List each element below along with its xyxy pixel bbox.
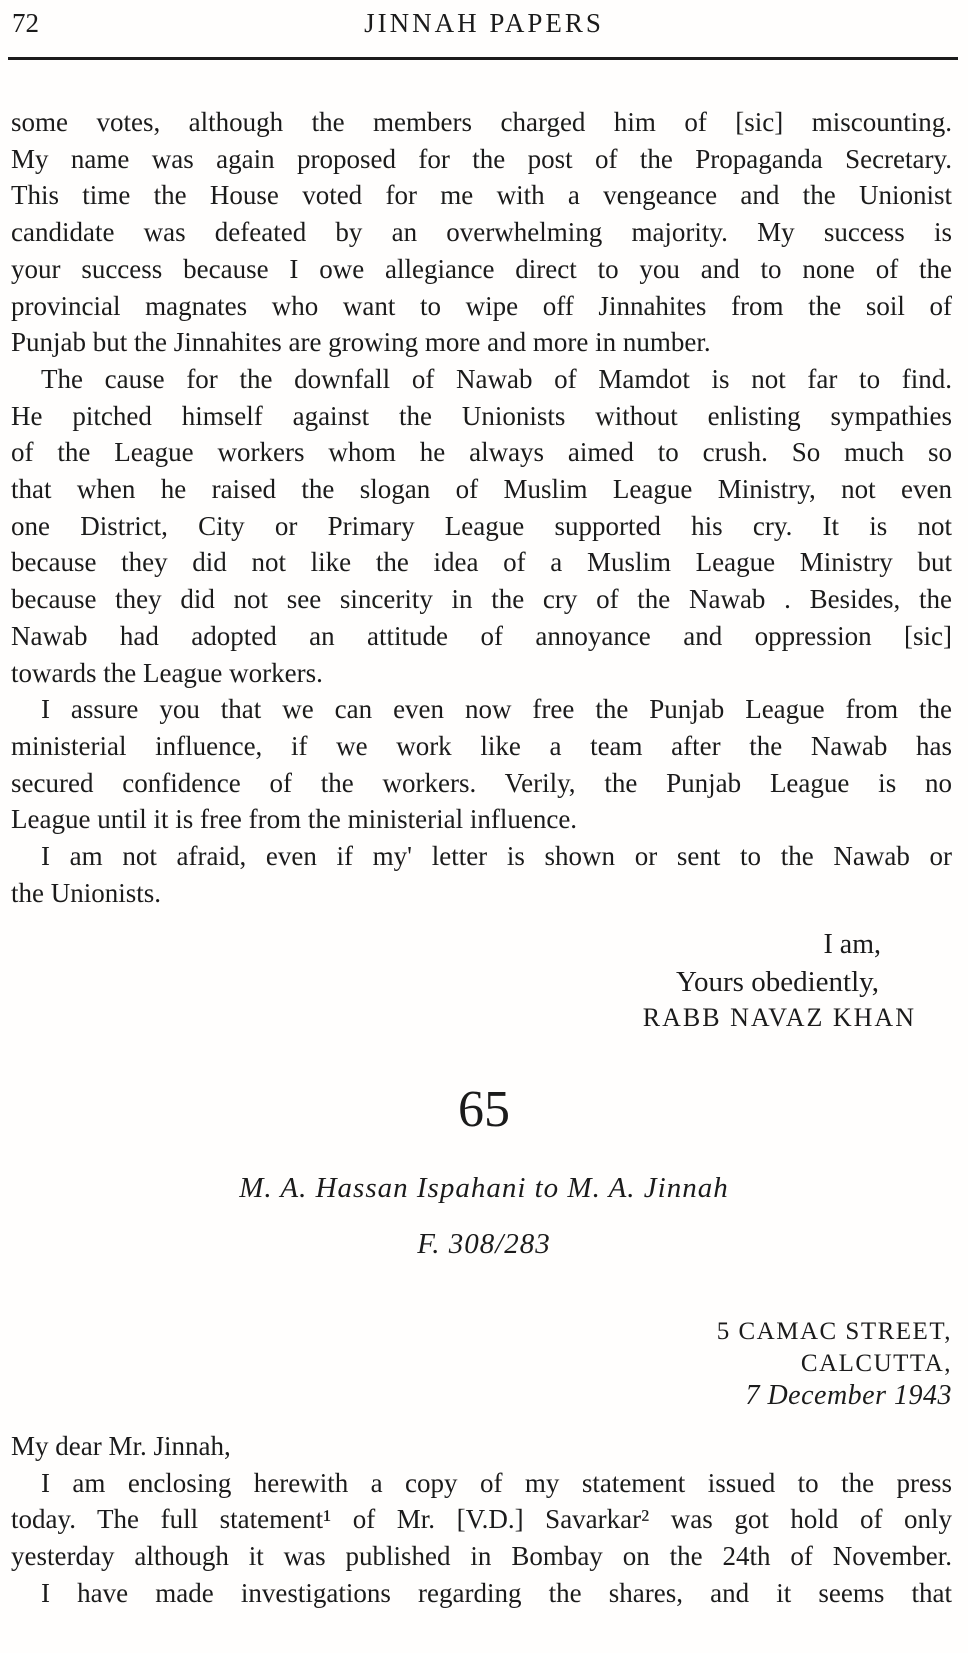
sender-address-block [11, 1316, 952, 1412]
text-line: This time the House voted for me with a vengeance and the Unionist [11, 180, 952, 211]
text-line: because they did not like the idea of a Muslim League Ministry but [11, 547, 952, 578]
text-line: today. The full statement¹ of Mr. [V.D.] Savarkar² was got hold of only [11, 1504, 952, 1535]
document-heading: M. A. Hassan Ispahani to M. A. Jinnah [239, 1172, 729, 1204]
letter-paragraphs [11, 1465, 952, 1612]
text-line: candidate was defeated by an overwhelming majority. My success is [11, 217, 952, 248]
text-line: of the League workers whom he always aimed to crush. So much so [11, 437, 952, 468]
text-line: He pitched himself against the Unionists without enlisting sympathies [11, 400, 952, 431]
letter-body-ispahani [11, 1428, 952, 1612]
text-line: The cause for the downfall of Nawab of Mamdot is not far to find. [41, 363, 952, 394]
address-city: CALCUTTA, [800, 1350, 952, 1377]
text-line: secured confidence of the workers. Verily, the Punjab League is no [11, 767, 952, 798]
running-header [0, 6, 968, 40]
text-line: that when he raised the slogan of Muslim League Ministry, not even [11, 474, 952, 505]
text-line: My name was again proposed for the post of the Propaganda Secretary. [11, 143, 952, 174]
document-number: 65 [458, 1081, 510, 1138]
text-line: Punjab but the Jinnahites are growing more and more in number. [11, 327, 711, 358]
letter-body-rabb-navaz-khan [11, 104, 952, 911]
document-file-reference: F. 308/283 [417, 1228, 551, 1260]
text-line: one District, City or Primary League supported his cry. It is not [11, 510, 952, 541]
page-number: 72 [12, 8, 39, 38]
salutation: My dear Mr. Jinnah, [11, 1431, 231, 1461]
letter-closing [11, 927, 952, 1037]
header-rule [8, 57, 958, 60]
running-title: JINNAH PAPERS [364, 8, 604, 38]
text-line: ministerial influence, if we work like a team after the Nawab has [11, 730, 952, 761]
text-line: I am enclosing herewith a copy of my statement issued to the press [41, 1467, 952, 1498]
text-line: I am not afraid, even if my' letter is shown or sent to the Nawab or [41, 841, 952, 872]
closing-valediction: Yours obediently, [675, 965, 879, 998]
text-line: League until it is free from the ministerial influence. [11, 804, 578, 835]
letter-date: 7 December 1943 [745, 1380, 952, 1411]
signature-name: RABB NAVAZ KHAN [642, 1003, 916, 1033]
text-line: the Unionists. [11, 877, 162, 908]
text-line: towards the League workers. [11, 657, 323, 688]
text-line: yesterday although it was published in Bombay on the 24th of November. [11, 1541, 952, 1572]
closing-intro: I am, [823, 929, 881, 960]
text-line: I assure you that we can even now free the Punjab League from the [41, 694, 952, 725]
text-line: Nawab had adopted an attitude of annoyance and oppression [sic] [11, 620, 952, 651]
text-line: provincial magnates who want to wipe off Jinnahites from the soil of [11, 290, 952, 321]
text-line: some votes, although the members charged him of [sic] miscounting. [11, 107, 952, 137]
text-line: because they did not see sincerity in the cry of the Nawab . Besides, the [11, 584, 952, 615]
address-street: 5 CAMAC STREET, [716, 1318, 952, 1345]
text-line: your success because I owe allegiance direct to you and to none of the [11, 253, 952, 284]
text-line: I have made investigations regarding the shares, and it seems that [41, 1577, 952, 1608]
